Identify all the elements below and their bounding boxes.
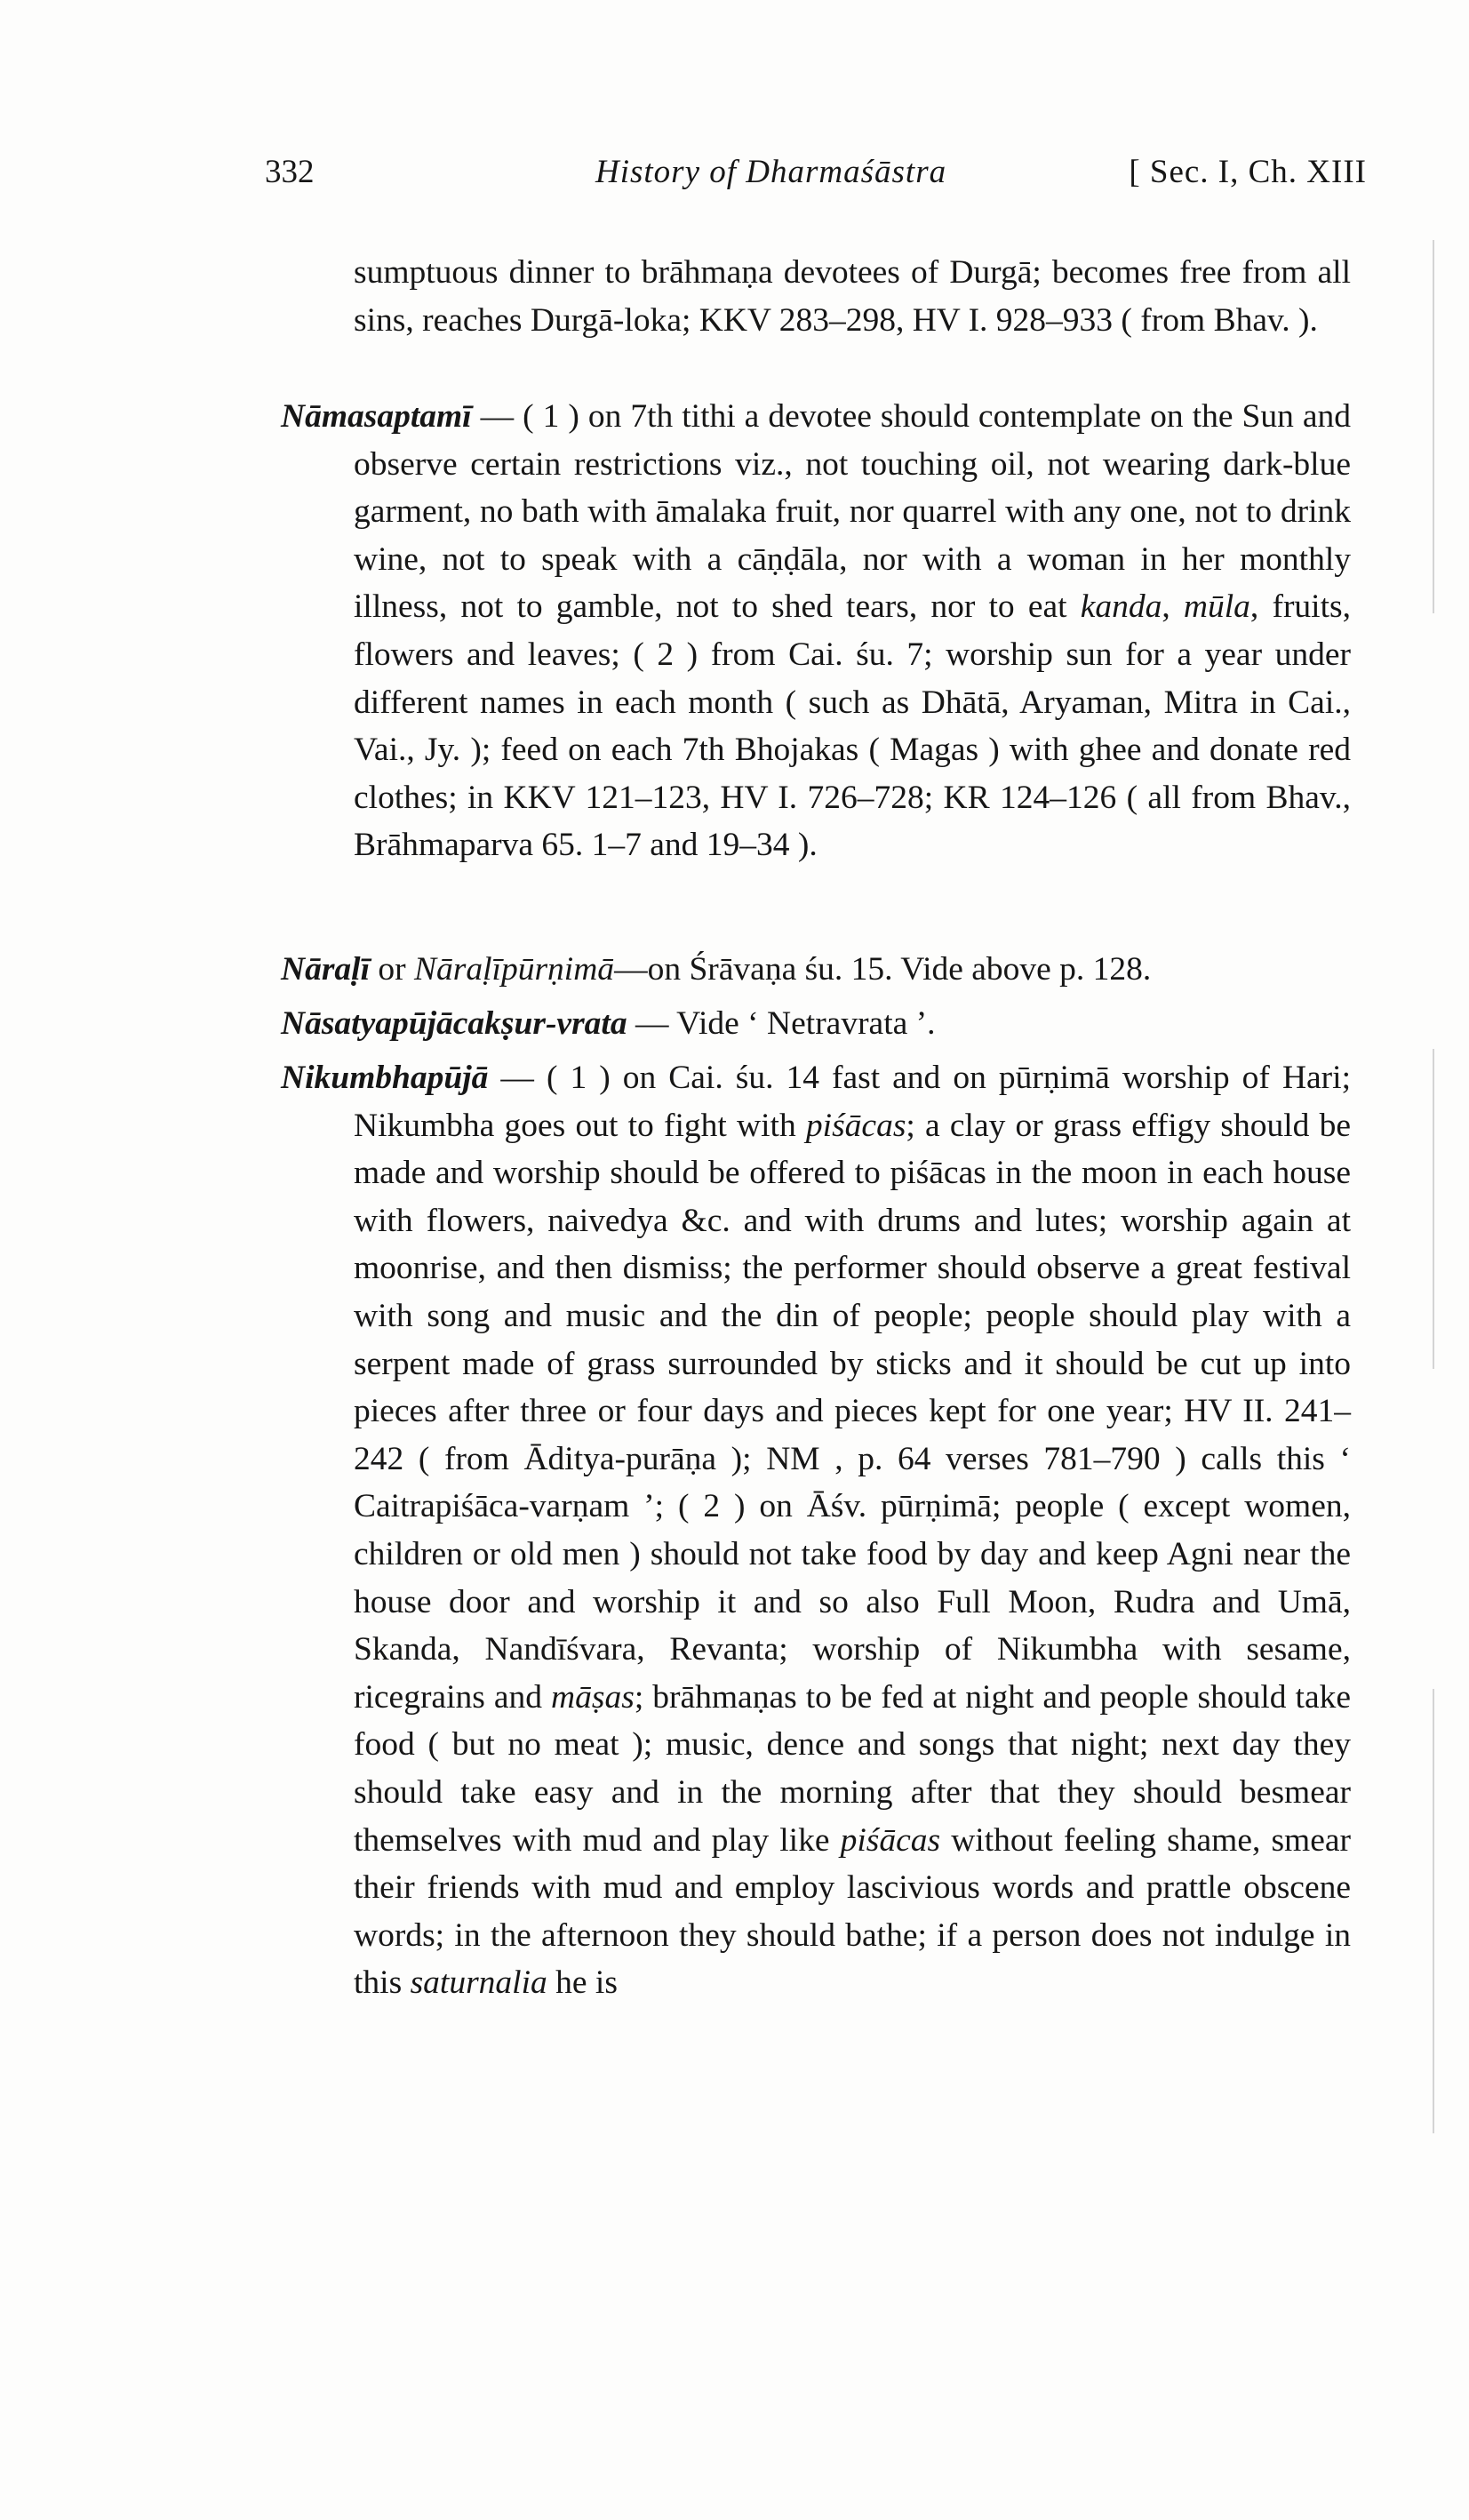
entry-headword: Nāraḷī <box>281 951 371 988</box>
entry-continuation <box>281 249 1351 344</box>
page-number: 332 <box>265 154 315 190</box>
entry-alt-headword: Nāraḷīpūrṇimā <box>414 951 615 988</box>
entry-text: Nāmasaptamī — ( 1 ) on 7th tithi a devotee should contemplate on the Sun and observe certain restrictions viz., not touching oil, not wearing dark-blue garment, no bath with āmalaka fruit, nor quarrel with any one, not to drink wine, not to speak with a cāṇḍāla, nor with a woman in her monthly illness, not to gamble, not to shed tears, nor to eat kanda, mūla, fruits, flowers and leaves; ( 2 ) from Cai. śu. 7; worship sun for a year under different names in each month ( such as Dhātā, Aryaman, Mitra in Cai., Vai., Jy. ); feed on each 7th Bhojakas ( Magas ) with ghee and donate red clothes; in KKV 121–123, HV I. 726–728; KR 124–126 ( all from Bhav., Brāhmaparva 65. 1–7 and 19–34 ). <box>281 398 1351 864</box>
entry-nasatyapuja <box>281 1000 1351 1048</box>
running-header <box>265 153 1367 206</box>
entry-headword: Nikumbhapūjā <box>281 1060 489 1096</box>
running-title: History of Dharmaśāstra <box>595 154 947 190</box>
term-italic: māṣas <box>551 1678 635 1716</box>
entry-narali <box>281 946 1351 994</box>
scan-edge-line <box>1433 240 1434 613</box>
scan-edge-line <box>1433 1689 1434 2133</box>
entry-namasaptami <box>281 393 1351 869</box>
entry-text: Nāraḷī or Nāraḷīpūrṇimā—on Śrāvaṇa śu. 15. Vide above p. 128. <box>281 951 1152 988</box>
entry-text: Nāsatyapūjācakṣur-vrata — Vide ‘ Netravrata ’. <box>281 1005 936 1042</box>
term-italic: mūla <box>1183 588 1250 626</box>
entry-text: Nikumbhapūjā — ( 1 ) on Cai. śu. 14 fast and on pūrṇimā worship of Hari; Nikumbha goes out to fight with piśācas; a clay or grass effigy should be made and worship should be offered to piśācas in the moon in each house with flowers, naivedya &c. and with drums and lutes; worship again at moonrise, and then dismiss; the performer should observe a great festival with song and music and the din of people; people should play with a serpent made of grass surrounded by sticks and it should be cut up into pieces after three or four days and pieces kept for one year; HV II. 241–242 ( from Āditya-purāṇa ); NM , p. 64 verses 781–790 ) calls this ‘ Caitrapiśāca-varṇam ’; ( 2 ) on Āśv. pūrṇimā; people ( except women, children or old men ) should not take food by day and keep Agni near the house door and worship it and so also Full Moon, Rudra and Umā, Skanda, Nandīśvara, Revanta; worship of Nikumbha with sesame, ricegrains and māṣas; brāhmaṇas to be fed at night and people should take food ( but no meat ); music, dence and songs that night; next day they should take easy and in the morning after that they should besmear themselves with mud and play like piśācas without feeling shame, smear their friends with mud and employ lascivious words and prattle obscene words; in the afternoon they should bathe; if a person does not indulge in this saturnalia he is <box>281 1060 1351 2002</box>
scan-edge-line <box>1433 1049 1434 1369</box>
section-reference: [ Sec. I, Ch. XIII <box>1129 154 1367 190</box>
term-italic: piśācas <box>840 1821 941 1859</box>
entry-headword: Nāsatyapūjācakṣur-vrata <box>281 1005 627 1042</box>
term-italic: piśācas <box>805 1107 906 1144</box>
entry-headword: Nāmasaptamī <box>281 398 472 435</box>
entry-text: sumptuous dinner to brāhmaṇa devotees of Durgā; becomes free from all sins, reaches Durgā-loka; KKV 283–298, HV I. 928–933 ( from Bhav. ). <box>354 254 1351 339</box>
entry-nikumbhapuja <box>281 1054 1351 2007</box>
term-italic: saturnalia <box>410 1964 547 2002</box>
term-italic: kanda <box>1080 588 1162 626</box>
